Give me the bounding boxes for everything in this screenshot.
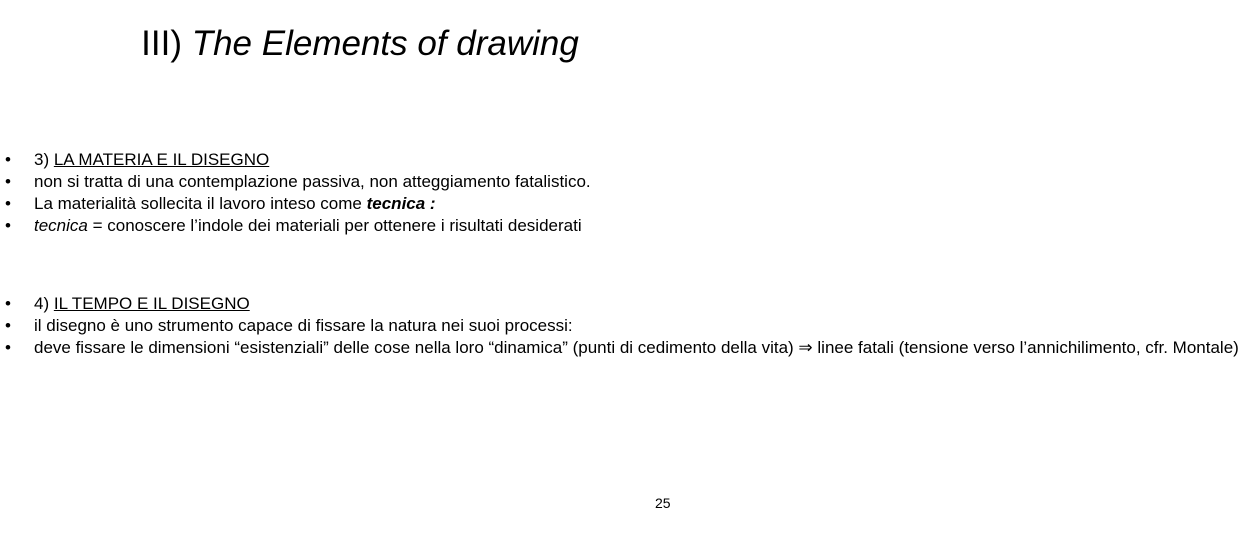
slide-title	[0, 22, 720, 66]
list-item	[0, 193, 720, 215]
item-emphasis: tecnica	[34, 216, 88, 235]
item-text: linee fatali (tensione verso l’annichilimento, cfr. Montale)	[812, 338, 1239, 357]
bullet-icon: •	[5, 338, 11, 357]
list-item	[0, 149, 720, 171]
list-item	[0, 337, 1239, 359]
section-materia-list	[0, 149, 720, 237]
bullet-icon: •	[5, 216, 11, 235]
item-text: deve fissare le dimensioni “esistenziali” delle cose nella loro “dinamica” (punti di cedimento della vita)	[34, 338, 799, 357]
list-item	[0, 315, 720, 337]
item-emphasis: tecnica :	[366, 194, 436, 213]
bullet-icon: •	[5, 172, 11, 191]
item-text: il disegno è uno strumento capace di fissare la natura nei suoi processi:	[34, 316, 573, 335]
bullet-icon: •	[5, 194, 11, 213]
bullet-icon: •	[5, 150, 11, 169]
item-text: La materialità sollecita il lavoro inteso come	[34, 194, 367, 213]
list-item	[0, 215, 720, 237]
section-heading-materia: LA MATERIA E IL DISEGNO	[53, 150, 270, 169]
page-number: 25	[655, 495, 671, 511]
item-prefix: 3)	[34, 150, 54, 169]
bullet-icon: •	[5, 294, 11, 313]
title-prefix: III)	[141, 24, 192, 63]
list-item	[0, 293, 720, 315]
section-heading-tempo: IL TEMPO E IL DISEGNO	[53, 294, 250, 313]
item-text: = conoscere l’indole dei materiali per ottenere i risultati desiderati	[87, 216, 582, 235]
item-prefix: 4)	[34, 294, 54, 313]
list-item	[0, 171, 720, 193]
bullet-icon: •	[5, 316, 11, 335]
title-italic: The Elements of drawing	[191, 24, 579, 63]
section-tempo-list	[0, 293, 1239, 359]
double-arrow-right-icon: ⇒	[798, 338, 813, 357]
item-text: non si tratta di una contemplazione passiva, non atteggiamento fatalistico.	[34, 172, 591, 191]
